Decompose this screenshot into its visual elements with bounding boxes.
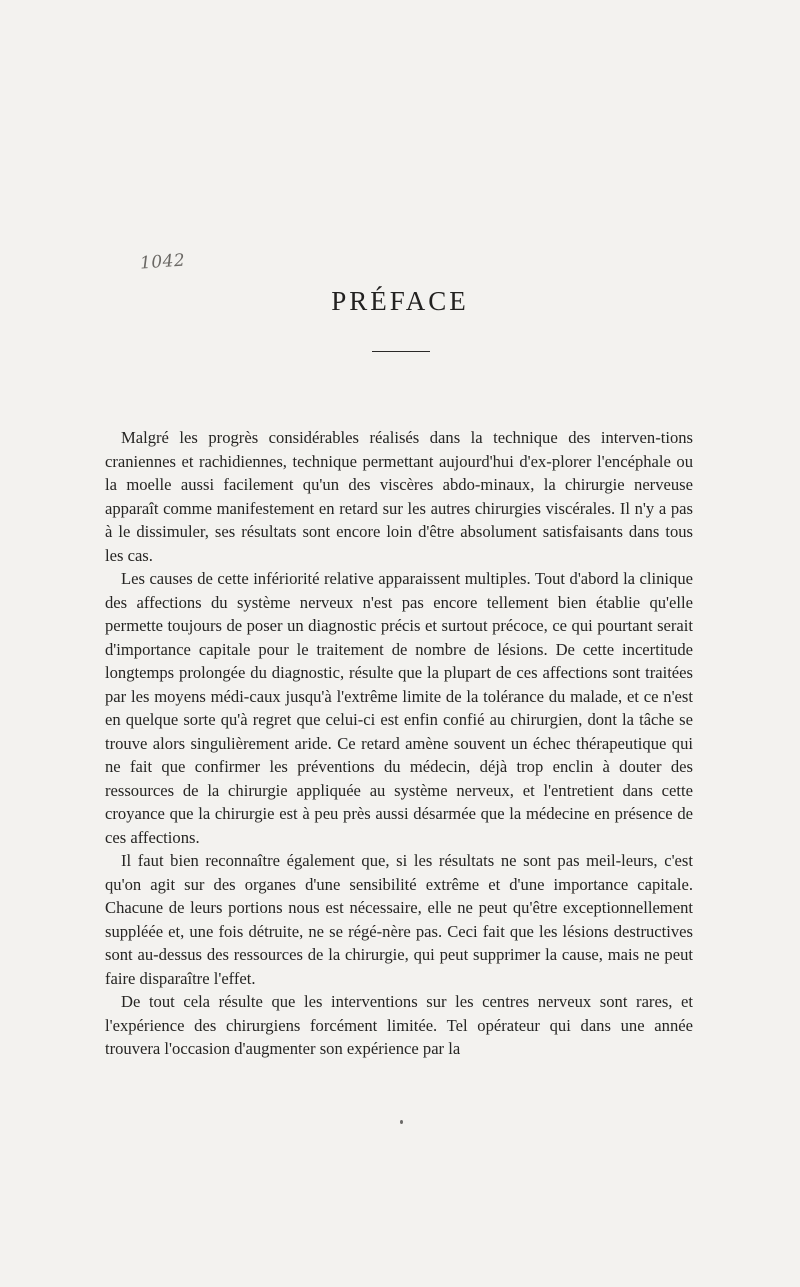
stray-ink-mark bbox=[400, 1120, 403, 1124]
paragraph: De tout cela résulte que les interventions sur les centres nerveux sont rares, et l'expérience des chirurgiens forcément limitée. Tel opérateur qui dans une année trouvera l'occasion d'augmenter son expérience par la bbox=[105, 992, 693, 1058]
paragraph: Il faut bien reconnaître également que, si les résultats ne sont pas meil-leurs, c'est qu'on agit sur des organes d'une sensibilité extrême et d'une importance capitale. Chacune de leurs portions nous est nécessaire, elle ne peut qu'être exceptionnellement suppléée et, une fois détruite, ne se régé-nère pas. Ceci fait que les lésions destructives sont au-dessus des ressources de la chirurgie, qui peut supprimer la cause, mais ne peut faire disparaître l'effet. bbox=[105, 851, 693, 988]
page-title: PRÉFACE bbox=[331, 286, 469, 316]
title-rule bbox=[372, 351, 430, 352]
handwritten-annotation: 1042 bbox=[139, 250, 186, 274]
body-text bbox=[105, 426, 693, 1061]
paragraph: Malgré les progrès considérables réalisés dans la technique des interven-tions craniennes et rachidiennes, technique permettant aujourd'hui d'ex-plorer l'encéphale ou la moelle aussi facilement qu'un des viscères abdo-minaux, la chirurgie nerveuse apparaît comme manifestement en retard sur les autres chirurgies viscérales. Il n'y a pas à le dissimuler, ses résultats sont encore loin d'être absolument satisfaisants dans tous les cas. bbox=[105, 428, 693, 565]
paragraph: Les causes de cette infériorité relative apparaissent multiples. Tout d'abord la clinique des affections du système nerveux n'est pas encore tellement bien établie qu'elle permette toujours de poser un diagnostic précis et surtout précoce, ce qui pourtant serait d'importance capitale pour le traitement de nombre de lésions. De cette incertitude longtemps prolongée du diagnostic, résulte que la plupart de ces affections sont traitées par les moyens médi-caux jusqu'à l'extrême limite de la tolérance du malade, et ce n'est en quelque sorte qu'à regret que celui-ci est enfin confié au chirurgien, dont la tâche se trouve alors singulièrement aride. Ce retard amène souvent un échec thérapeutique qui ne fait que confirmer les préventions du médecin, déjà trop enclin à douter des ressources de la chirurgie appliquée au système nerveux, et l'entretient dans cette croyance que la chirurgie est à peu près aussi désarmée que la médecine en présence de ces affections. bbox=[105, 569, 693, 847]
